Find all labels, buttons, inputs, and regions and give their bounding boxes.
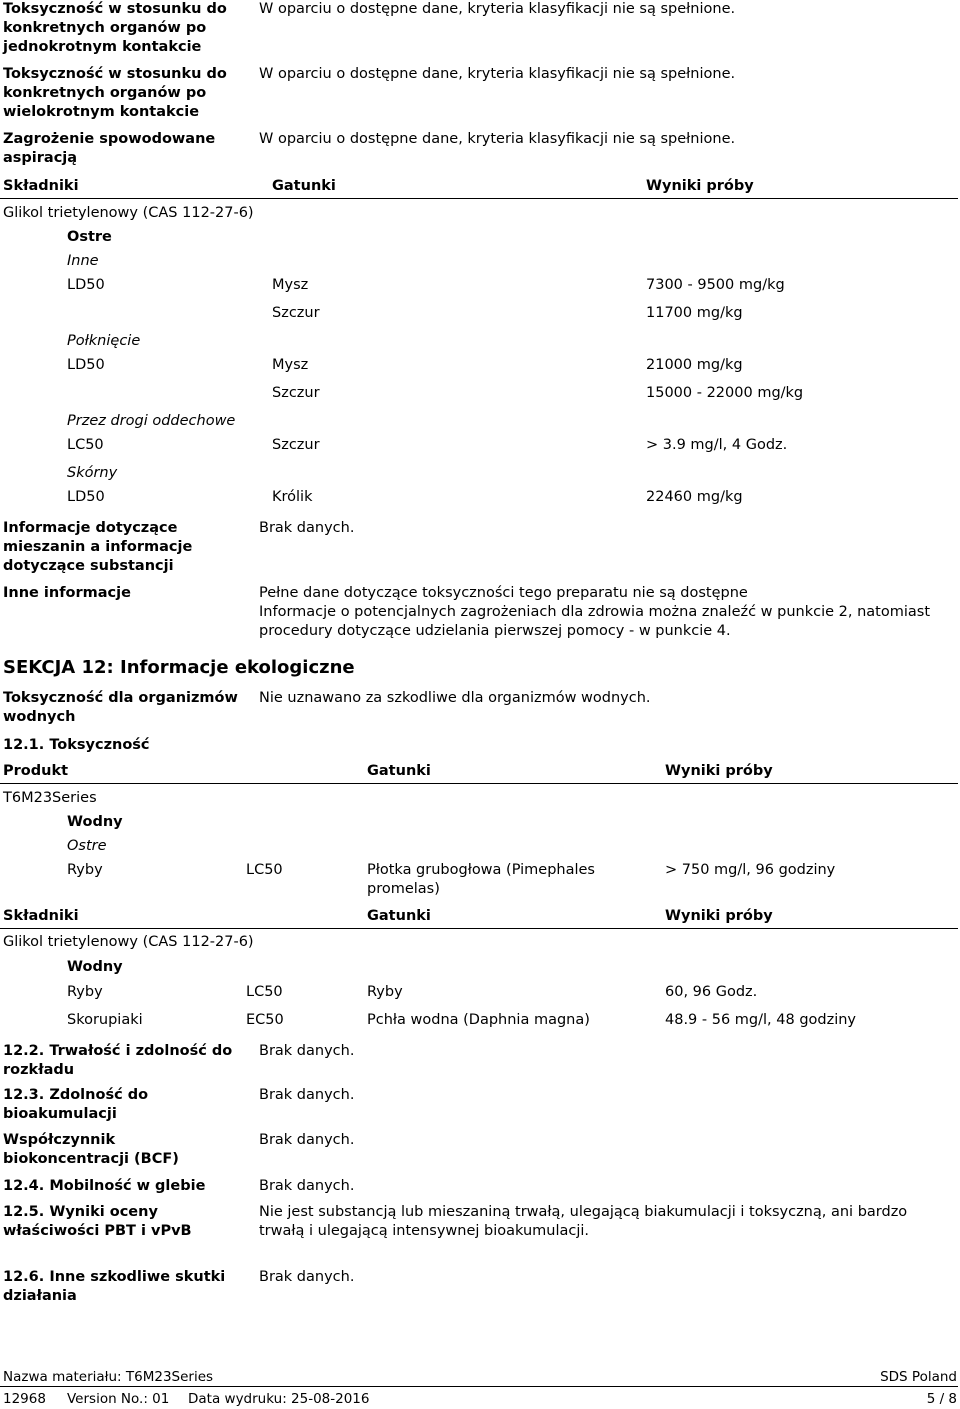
component-cell: Ryby xyxy=(367,984,403,1000)
tox-cell: LC50 xyxy=(67,437,104,453)
tox-cell: 21000 mg/kg xyxy=(646,357,743,373)
product-category: Wodny xyxy=(67,814,123,830)
footer-version: Version No.: 01 xyxy=(67,1391,170,1407)
bcf-label: Współczynnik biokoncentracji (BCF) xyxy=(3,1132,179,1167)
other-effects-value: Brak danych. xyxy=(259,1269,355,1285)
mixture-info-value: Brak danych. xyxy=(259,520,355,536)
footer-rule xyxy=(0,1386,958,1387)
product-cell: > 750 mg/l, 96 godziny xyxy=(665,862,836,878)
tox-header-results: Wyniki próby xyxy=(646,178,754,194)
component-category: Wodny xyxy=(67,959,123,975)
product-cell: Ryby xyxy=(67,862,103,878)
pbt-value: Nie jest substancją lub mieszaniną trwałą, ulegającą biakumulacji i toksyczną, ani bardzo trwałą i ulegającą intensywnej bioakumulacji. xyxy=(259,1204,908,1239)
footer-doc-type: SDS Poland xyxy=(880,1369,957,1385)
tox-cell: Mysz xyxy=(272,357,309,373)
other-effects-label: 12.6. Inne szkodliwe skutki działania xyxy=(3,1269,226,1304)
tox-cell: 7300 - 9500 mg/kg xyxy=(646,277,785,293)
product-header-product: Produkt xyxy=(3,763,69,779)
hazard-label-aspiration: Zagrożenie spowodowane aspiracją xyxy=(3,131,216,166)
tox-cell: Szczur xyxy=(272,385,320,401)
aquatic-toxicity-value: Nie uznawano za szkodliwe dla organizmów wodnych. xyxy=(259,690,651,706)
hazard-value-aspiration: W oparciu o dostępne dane, kryteria klasyfikacji nie są spełnione. xyxy=(259,131,736,147)
hazard-value-single-exposure: W oparciu o dostępne dane, kryteria klasyfikacji nie są spełnione. xyxy=(259,1,736,17)
tox-cell: Mysz xyxy=(272,277,309,293)
component-cell: Pchła wodna (Daphnia magna) xyxy=(367,1012,590,1028)
tox-header-rule xyxy=(0,198,958,199)
persistence-value: Brak danych. xyxy=(259,1043,355,1059)
component-header-rule xyxy=(0,928,958,929)
tox-substance: Glikol trietylenowy (CAS 112-27-6) xyxy=(3,205,254,221)
tox-cell: Królik xyxy=(272,489,313,505)
product-cell: LC50 xyxy=(246,862,283,878)
tox-cell: LD50 xyxy=(67,489,105,505)
tox-cell: LD50 xyxy=(67,357,105,373)
pbt-label: 12.5. Wyniki oceny właściwości PBT i vPvB xyxy=(3,1204,192,1239)
tox-cell: Szczur xyxy=(272,437,320,453)
footer-material: Nazwa materiału: T6M23Series xyxy=(3,1369,214,1385)
tox-route-dermal: Skórny xyxy=(67,465,118,481)
component-cell: LC50 xyxy=(246,984,283,1000)
aquatic-toxicity-label: Toksyczność dla organizmów wodnych xyxy=(3,690,238,725)
tox-route-other: Inne xyxy=(67,253,99,269)
mixture-info-label: Informacje dotyczące mieszanin a informacje dotyczące substancji xyxy=(3,520,193,574)
product-route: Ostre xyxy=(67,838,107,854)
subsection-toxicity: 12.1. Toksyczność xyxy=(3,737,150,753)
tox-cell: 22460 mg/kg xyxy=(646,489,743,505)
product-header-rule xyxy=(0,783,958,784)
component-cell: 48.9 - 56 mg/l, 48 godziny xyxy=(665,1012,857,1028)
tox-category: Ostre xyxy=(67,229,112,245)
bcf-value: Brak danych. xyxy=(259,1132,355,1148)
product-cell: Płotka grubogłowa (Pimephales promelas) xyxy=(367,862,595,897)
section-12-title: SEKCJA 12: Informacje ekologiczne xyxy=(3,657,355,678)
tox-cell: LD50 xyxy=(67,277,105,293)
hazard-label-repeated-exposure: Toksyczność w stosunku do konkretnych organów po wielokrotnym kontakcie xyxy=(3,66,227,120)
tox-route-inhalation: Przez drogi oddechowe xyxy=(67,413,236,429)
tox-cell: Szczur xyxy=(272,305,320,321)
bioaccumulation-value: Brak danych. xyxy=(259,1087,355,1103)
product-header-results: Wyniki próby xyxy=(665,763,773,779)
component-cell: EC50 xyxy=(246,1012,284,1028)
footer-page-number: 5 / 8 xyxy=(926,1391,957,1407)
tox-route-oral: Połknięcie xyxy=(67,333,141,349)
tox-cell: 11700 mg/kg xyxy=(646,305,743,321)
component-header-results: Wyniki próby xyxy=(665,908,773,924)
hazard-value-repeated-exposure: W oparciu o dostępne dane, kryteria klasyfikacji nie są spełnione. xyxy=(259,66,736,82)
product-name: T6M23Series xyxy=(3,790,97,806)
tox-header-components: Składniki xyxy=(3,178,79,194)
other-info-line: Pełne dane dotyczące toksyczności tego preparatu nie są dostępne xyxy=(259,585,748,601)
other-info-line: Informacje o potencjalnych zagrożeniach dla zdrowia można znaleźć w punkcie 2, natomiast procedury dotyczące udzielania pierwszej pomocy - w punkcie 4. xyxy=(259,604,931,639)
component-cell: Ryby xyxy=(67,984,103,1000)
component-cell: Skorupiaki xyxy=(67,1012,143,1028)
tox-header-species: Gatunki xyxy=(272,178,336,194)
component-cell: 60, 96 Godz. xyxy=(665,984,758,1000)
footer-date: Data wydruku: 25-08-2016 xyxy=(188,1391,370,1407)
component-header-components: Składniki xyxy=(3,908,79,924)
component-substance: Glikol trietylenowy (CAS 112-27-6) xyxy=(3,934,254,950)
tox-cell: 15000 - 22000 mg/kg xyxy=(646,385,804,401)
component-header-species: Gatunki xyxy=(367,908,431,924)
soil-mobility-label: 12.4. Mobilność w glebie xyxy=(3,1178,206,1194)
soil-mobility-value: Brak danych. xyxy=(259,1178,355,1194)
persistence-label: 12.2. Trwałość i zdolność do rozkładu xyxy=(3,1043,233,1078)
other-info-label: Inne informacje xyxy=(3,585,131,601)
footer-id: 12968 xyxy=(3,1391,46,1407)
tox-cell: > 3.9 mg/l, 4 Godz. xyxy=(646,437,788,453)
bioaccumulation-label: 12.3. Zdolność do bioakumulacji xyxy=(3,1087,149,1122)
hazard-label-single-exposure: Toksyczność w stosunku do konkretnych organów po jednokrotnym kontakcie xyxy=(3,1,227,55)
product-header-species: Gatunki xyxy=(367,763,431,779)
